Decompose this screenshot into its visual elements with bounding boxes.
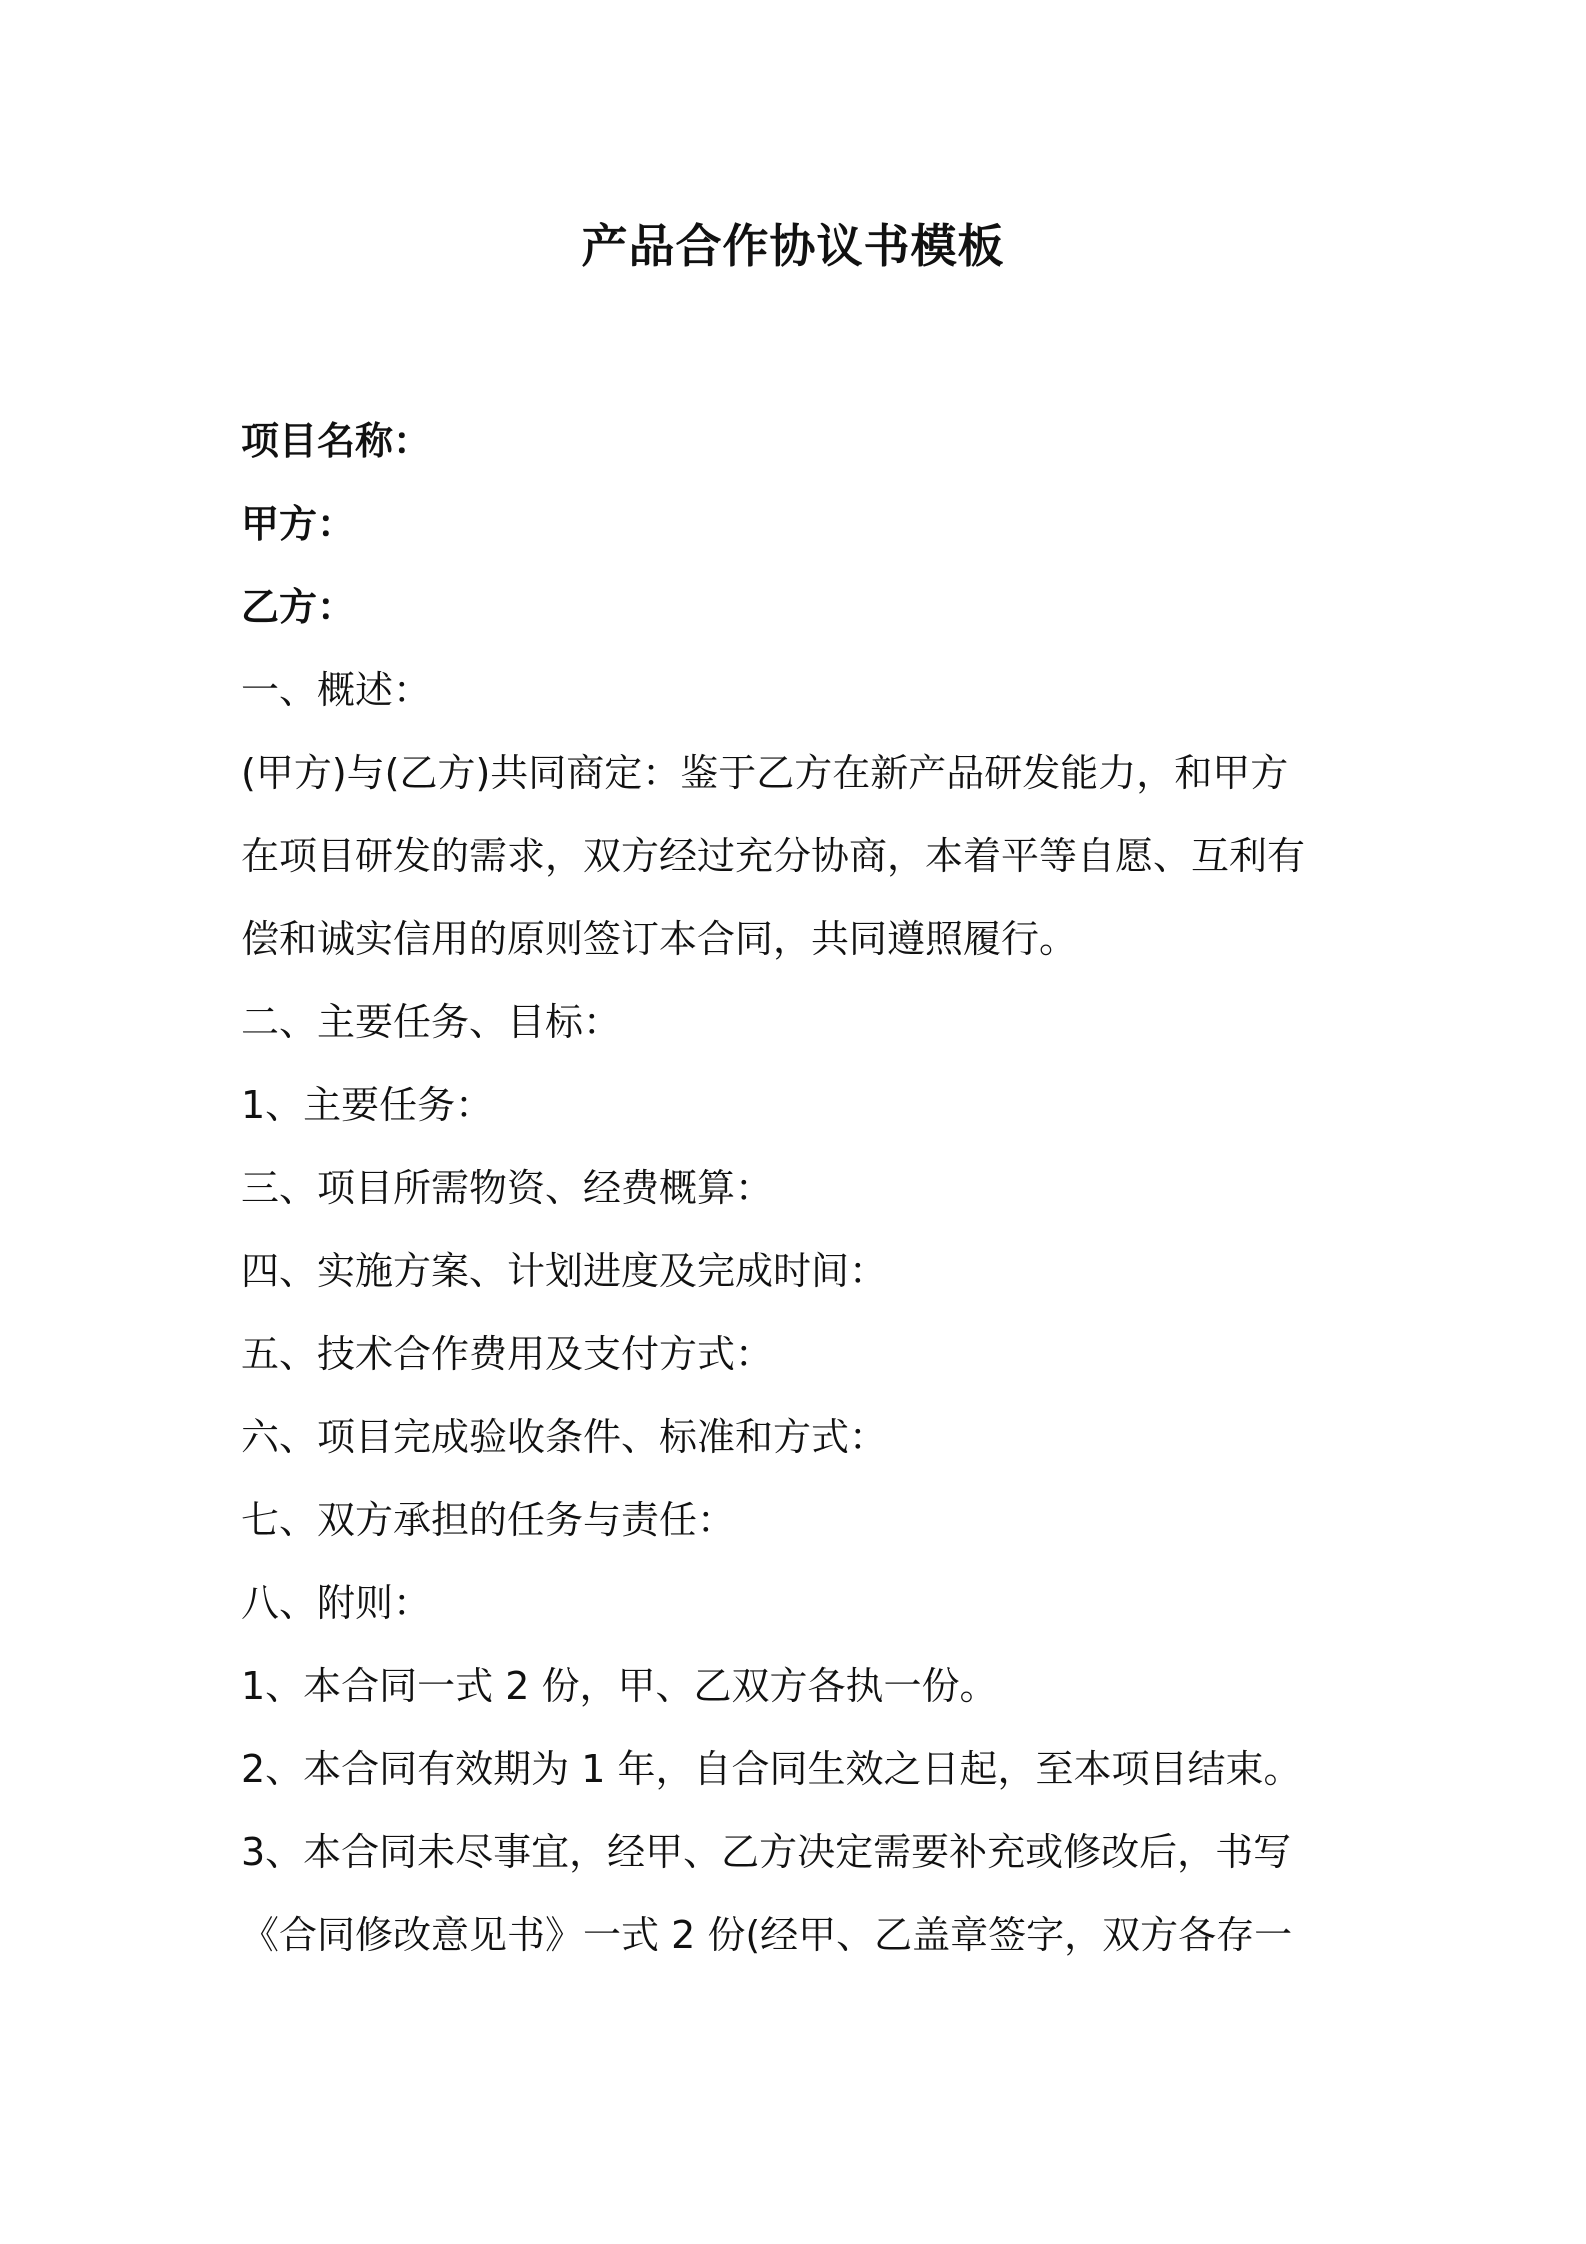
section-4-heading: 四、实施方案、计划进度及完成时间：: [241, 1249, 888, 1293]
section-7-heading: 七、双方承担的任务与责任：: [241, 1498, 736, 1542]
section-5-heading: 五、技术合作费用及支付方式：: [241, 1332, 774, 1376]
section-1-line-2: 在项目研发的需求，双方经过充分协商，本着平等自愿、互利有: [241, 834, 1306, 878]
section-8-line-2: 2、本合同有效期为 1 年，自合同生效之日起，至本项目结束。: [241, 1747, 1302, 1791]
field-party-a: 甲方：: [241, 502, 356, 546]
section-3-heading: 三、项目所需物资、经费概算：: [241, 1166, 774, 1210]
section-1-line-3: 偿和诚实信用的原则签订本合同，共同遵照履行。: [241, 917, 1078, 961]
field-party-b: 乙方：: [241, 585, 356, 629]
section-8-heading: 八、附则：: [241, 1581, 432, 1625]
section-6-heading: 六、项目完成验收条件、标准和方式：: [241, 1415, 888, 1459]
section-8-line-4: 《合同修改意见书》一式 2 份(经甲、乙盖章签字，双方各存一: [241, 1913, 1293, 1957]
document-body: [241, 400, 1361, 1977]
document-title: 产品合作协议书模板: [581, 219, 1005, 273]
section-1-line-1: (甲方)与(乙方)共同商定：鉴于乙方在新产品研发能力，和甲方: [241, 751, 1289, 795]
field-project-name: 项目名称：: [241, 419, 432, 463]
section-1-heading: 一、概述：: [241, 668, 432, 712]
section-2-heading: 二、主要任务、目标：: [241, 1000, 622, 1044]
section-8-line-3: 3、本合同未尽事宜，经甲、乙方决定需要补充或修改后，书写: [241, 1830, 1292, 1874]
section-2-item-1: 1、主要任务：: [241, 1083, 494, 1127]
section-8-line-1: 1、本合同一式 2 份，甲、乙双方各执一份。: [241, 1664, 998, 1708]
